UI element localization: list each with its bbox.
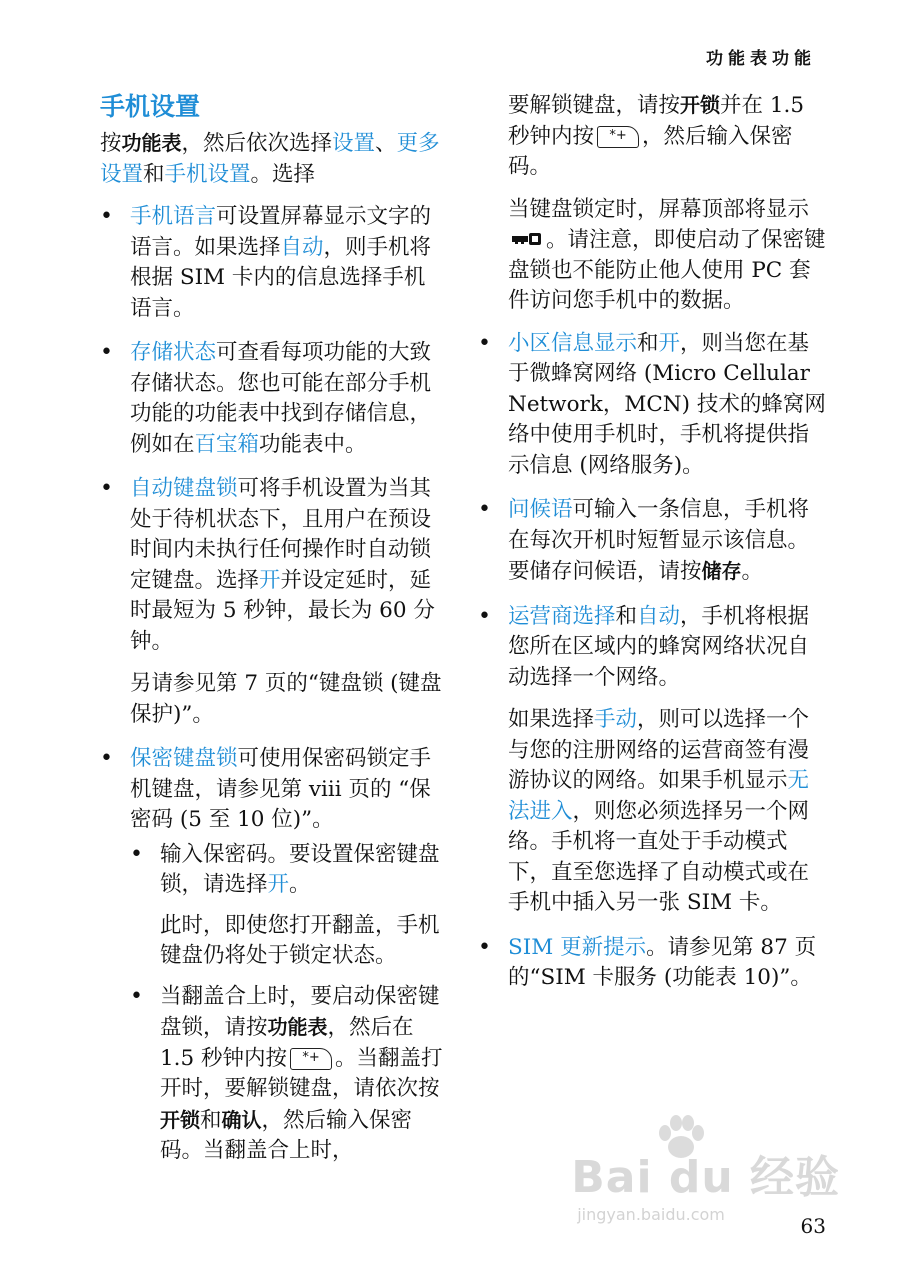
watermark-url: jingyan.baidu.com xyxy=(577,1205,725,1224)
lock-indicator-paragraph: 当键盘锁定时，屏幕顶部将显示。请注意，即使启动了保密键盘锁也不能防止他人使用 PC 套件访问您手机中的数据。 xyxy=(508,196,826,314)
sub-item-enter-code: • 输入保密码。要设置保密键盘锁，请选择开。 此时，即使您打开翻盖，手机键盘仍将处于锁定状态。 xyxy=(130,840,445,972)
watermark-logo: Bai du 经验 xyxy=(571,1152,840,1203)
list-item-operator-selection: • 运营商选择和自动，手机将根据您所在区域内的蜂窝网络状况自动选择一个网络。 如果选择手动，则可以选择一个与您的注册网络的运营商签有漫游协议的网络。如果手机显示无法进入，则您必须选择另一个网络。手机将一直处于手动模式下，直至您选择了自动模式或在手机中插入另一张 SIM 卡。 xyxy=(478,602,828,919)
list-item-auto-keyguard: • 自动键盘锁可将手机设置为当其处于待机状态下，且用户在预设时间内未执行任何操作时自动锁定键盘。选择开并设定延时，延时最短为 5 秒钟，最长为 60 分钟。 另请参见第 7 页的“键盘锁 (键盘保护)”。 xyxy=(100,474,445,730)
settings-list xyxy=(100,202,445,1167)
list-item-greeting: • 问候语可输入一条信息，手机将在每次开机时短暂显示该信息。要储存问候语，请按储存。 xyxy=(478,495,828,588)
left-column xyxy=(100,90,445,1181)
settings-list-continued xyxy=(478,329,828,994)
section-title: 手机设置 xyxy=(100,92,201,121)
list-item-security-keyguard: • 保密键盘锁可使用保密码锁定手机键盘，请参见第 viii 页的 “保密码 (5 至 10 位)”。 • 输入保密码。要设置保密键盘锁，请选择开。 此时，即使您打开翻盖，手机键盘仍将处于锁定状态。 • 当翻盖合上时，要启动保密键盘锁，请按功能表，然后在 1.5 秒钟内按 *+ 。当翻盖打开时，要解锁键盘，请依次按开锁和确认，然后输入保密码。当翻盖合上时， xyxy=(100,744,445,1167)
list-item-sim-updates: • SIM 更新提示。请参见第 87 页的“SIM 卡服务 (功能表 10)”。 xyxy=(478,933,828,994)
sub-note: 此时，即使您打开翻盖，手机键盘仍将处于锁定状态。 xyxy=(160,912,440,968)
list-item-memory-status: • 存储状态可查看每项功能的大致存储状态。您也可能在部分手机功能的功能表中找到存储信息，例如在百宝箱功能表中。 xyxy=(100,338,445,460)
page-number: 63 xyxy=(800,1214,826,1238)
star-key-icon: *+ xyxy=(597,126,639,148)
menu-term: 手机设置 xyxy=(164,161,251,187)
list-item-phone-language: • 手机语言可设置屏幕显示文字的语言。如果选择自动，则手机将根据 SIM 卡内的信息选择手机语言。 xyxy=(100,202,445,324)
running-header: 功能表功能 xyxy=(706,49,816,69)
menu-term: 更多设置 xyxy=(100,131,440,187)
baidu-watermark xyxy=(571,1141,840,1224)
sub-item-fold-closed: • 当翻盖合上时，要启动保密键盘锁，请按功能表，然后在 1.5 秒钟内按 *+ 。当翻盖打开时，要解锁键盘，请依次按开锁和确认，然后输入保密码。当翻盖合上时， xyxy=(130,982,445,1167)
star-key-icon: *+ xyxy=(290,1048,332,1070)
menu-term: 设置 xyxy=(332,131,376,156)
list-item-cell-info: • 小区信息显示和开，则当您在基于微蜂窝网络 (Micro Cellular Network，MCN) 技术的蜂窝网络中使用手机时，手机将提供指示信息 (网络服务)。 xyxy=(478,329,828,482)
security-keyguard-steps xyxy=(130,840,445,1167)
manual-mode-note: 如果选择手动，则可以选择一个与您的注册网络的运营商签有漫游协议的网络。如果手机显示无法进入，则您必须选择另一个网络。手机将一直处于手动模式下，直至您选择了自动模式或在手机中插入另一张 SIM 卡。 xyxy=(508,707,810,916)
continued-paragraph: 要解锁键盘，请按开锁并在 1.5 秒钟内按 *+ ，然后输入保密码。 xyxy=(508,93,805,179)
right-column xyxy=(478,90,828,1008)
see-also-note: 另请参见第 7 页的“键盘锁 (键盘保护)”。 xyxy=(130,671,442,727)
intro-paragraph: 按功能表，然后依次选择设置、更多设置和手机设置。选择 xyxy=(100,131,440,187)
key-lock-icon xyxy=(512,225,542,256)
